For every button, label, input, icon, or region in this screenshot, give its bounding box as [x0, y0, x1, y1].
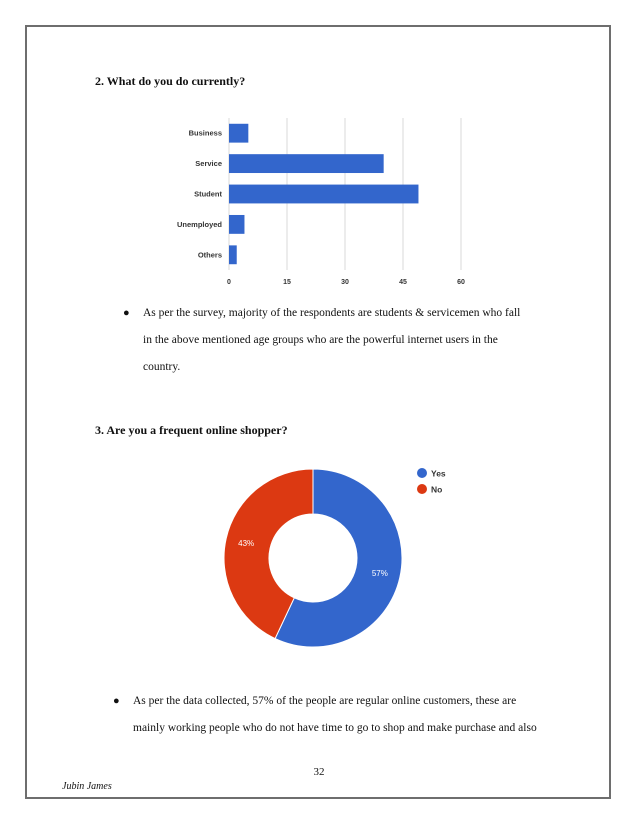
question-2-bullet: [123, 300, 521, 381]
legend-label: No: [431, 484, 443, 495]
category-label: Others: [197, 250, 222, 260]
paragraph-line: in the above mentioned age groups who are the powerful internet users in the: [143, 334, 498, 346]
page-number: 32: [313, 766, 325, 778]
category-label: Student: [194, 189, 222, 199]
legend-swatch: [417, 468, 427, 478]
legend-label: Yes: [431, 468, 446, 479]
x-tick-label: 15: [283, 279, 291, 286]
paragraph-line: As per the data collected, 57% of the people are regular online customers, these are: [133, 695, 517, 707]
question-3-bullet: [113, 688, 537, 742]
x-tick-label: 60: [457, 279, 465, 286]
bar-student: [229, 185, 418, 204]
x-tick-label: 30: [341, 279, 349, 286]
x-tick-label: 45: [399, 279, 407, 286]
category-label: Unemployed: [176, 219, 222, 229]
bullet-icon: ●: [113, 695, 120, 707]
bar-business: [229, 124, 248, 143]
x-tick-label: 0: [227, 279, 231, 286]
author-name: Jubin James: [62, 781, 112, 792]
online-shopper-donut-chart: [200, 455, 500, 660]
occupation-bar-chart: [160, 110, 500, 295]
bar-unemployed: [229, 215, 244, 234]
legend-swatch: [417, 484, 427, 494]
paragraph-line: mainly working people who do not have time to go to shop and make purchase and also: [133, 722, 537, 734]
slice-label: 43%: [238, 539, 255, 549]
slice-label: 57%: [371, 568, 388, 578]
paragraph-line: As per the survey, majority of the respondents are students & servicemen who fall: [143, 307, 521, 319]
bar-others: [229, 245, 237, 264]
bullet-icon: ●: [123, 307, 130, 319]
bar-service: [229, 154, 384, 173]
paragraph-line: country.: [143, 361, 181, 373]
question-2-heading: 2. What do you do currently?: [95, 74, 246, 88]
question-3-heading: 3. Are you a frequent online shopper?: [95, 423, 288, 437]
category-label: Service: [195, 159, 222, 169]
category-label: Business: [188, 128, 222, 138]
